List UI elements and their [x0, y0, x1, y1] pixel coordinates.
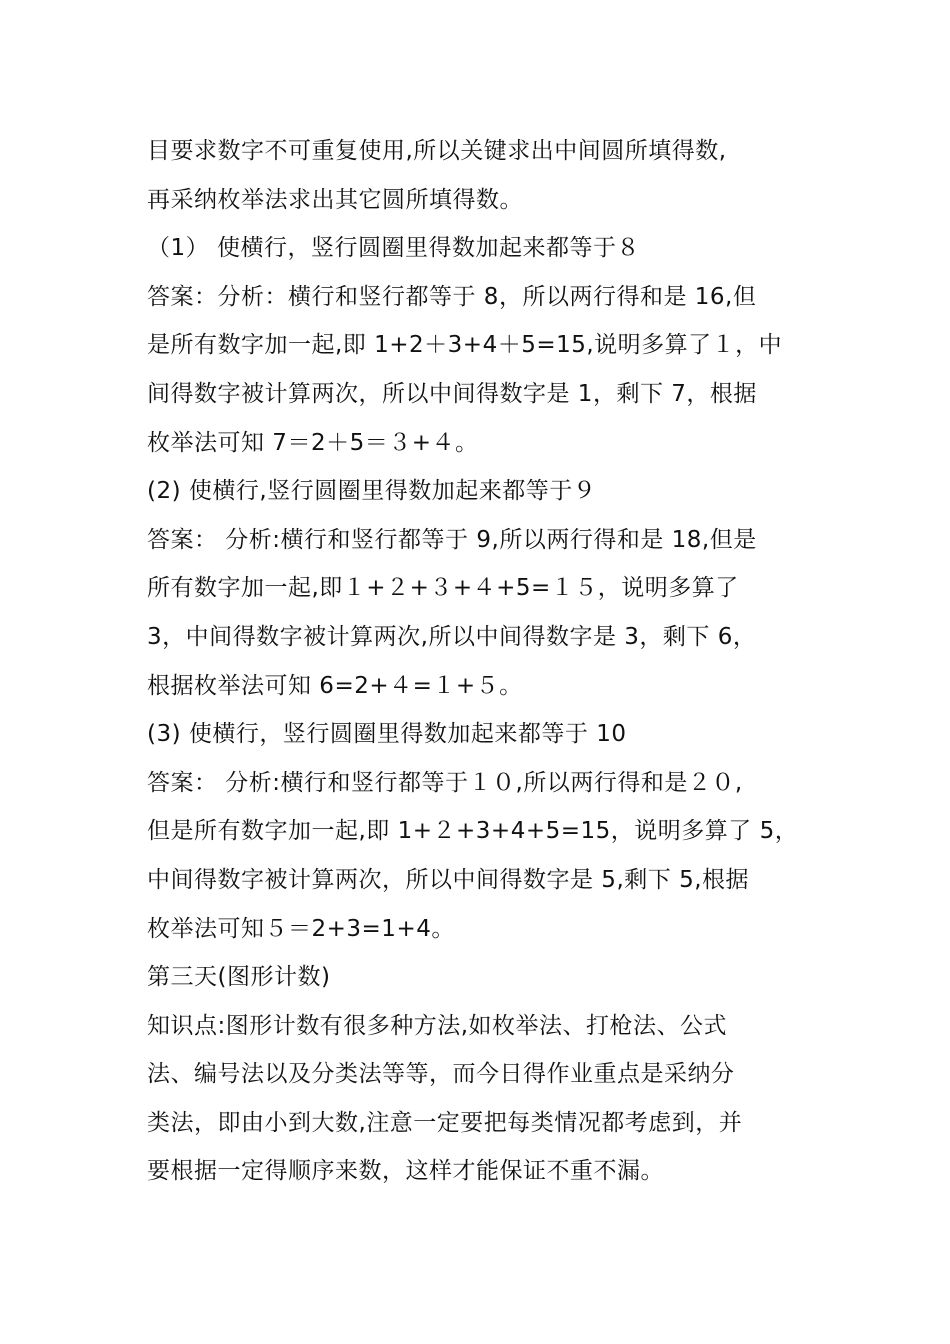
- answer-line: 答案： 分析:横行和竖行都等于 9,所以两行得和是 18,但是: [147, 526, 757, 553]
- question-heading: (3) 使横行，竖行圆圈里得数加起来都等于 10: [147, 721, 627, 748]
- section-heading: 第三天(图形计数): [147, 964, 331, 991]
- text-line: 3，中间得数字被计算两次,所以中间得数字是 3，剩下 6，: [147, 623, 757, 650]
- text-line: 根据枚举法可知 6=2+４=１+５。: [147, 672, 523, 699]
- text-line: 类法，即由小到大数,注意一定要把每类情况都考虑到，并: [147, 1109, 743, 1136]
- text-line: 枚举法可知５＝2+3=1+4。: [147, 915, 455, 942]
- question-heading: (2) 使横行,竖行圆圈里得数加起来都等于９: [147, 478, 597, 505]
- text-line: 枚举法可知 7＝2＋5＝３+４。: [147, 429, 479, 456]
- document-body: [147, 127, 817, 1196]
- text-line: 但是所有数字加一起,即 1+２+3+4+5=15，说明多算了 5，: [147, 818, 799, 845]
- question-heading: （1） 使横行，竖行圆圈里得数加起来都等于８: [147, 235, 640, 262]
- text-line: 所有数字加一起,即１+２+３+４+5=１５，说明多算了: [147, 575, 739, 602]
- text-line: 间得数字被计算两次，所以中间得数字是 1，剩下 7，根据: [147, 380, 757, 407]
- text-line: 法、编号法以及分类法等等，而今日得作业重点是采纳分: [147, 1061, 735, 1088]
- text-line: 再采纳枚举法求出其它圆所填得数。: [147, 186, 523, 213]
- answer-line: 答案：分析：横行和竖行都等于 8，所以两行得和是 16,但: [147, 283, 757, 310]
- knowledge-line: 知识点:图形计数有很多种方法,如枚举法、打枪法、公式: [147, 1012, 728, 1039]
- text-line: 目要求数字不可重复使用,所以关键求出中间圆所填得数,: [147, 138, 727, 164]
- text-line: 要根据一定得顺序来数，这样才能保证不重不漏。: [147, 1158, 664, 1185]
- answer-line: 答案： 分析:横行和竖行都等于１０,所以两行得和是２０,: [147, 769, 743, 796]
- text-line: 中间得数字被计算两次，所以中间得数字是 5,剩下 5,根据: [147, 866, 750, 893]
- text-line: 是所有数字加一起,即 1+2＋3+4＋5=15,说明多算了１，中: [147, 332, 783, 359]
